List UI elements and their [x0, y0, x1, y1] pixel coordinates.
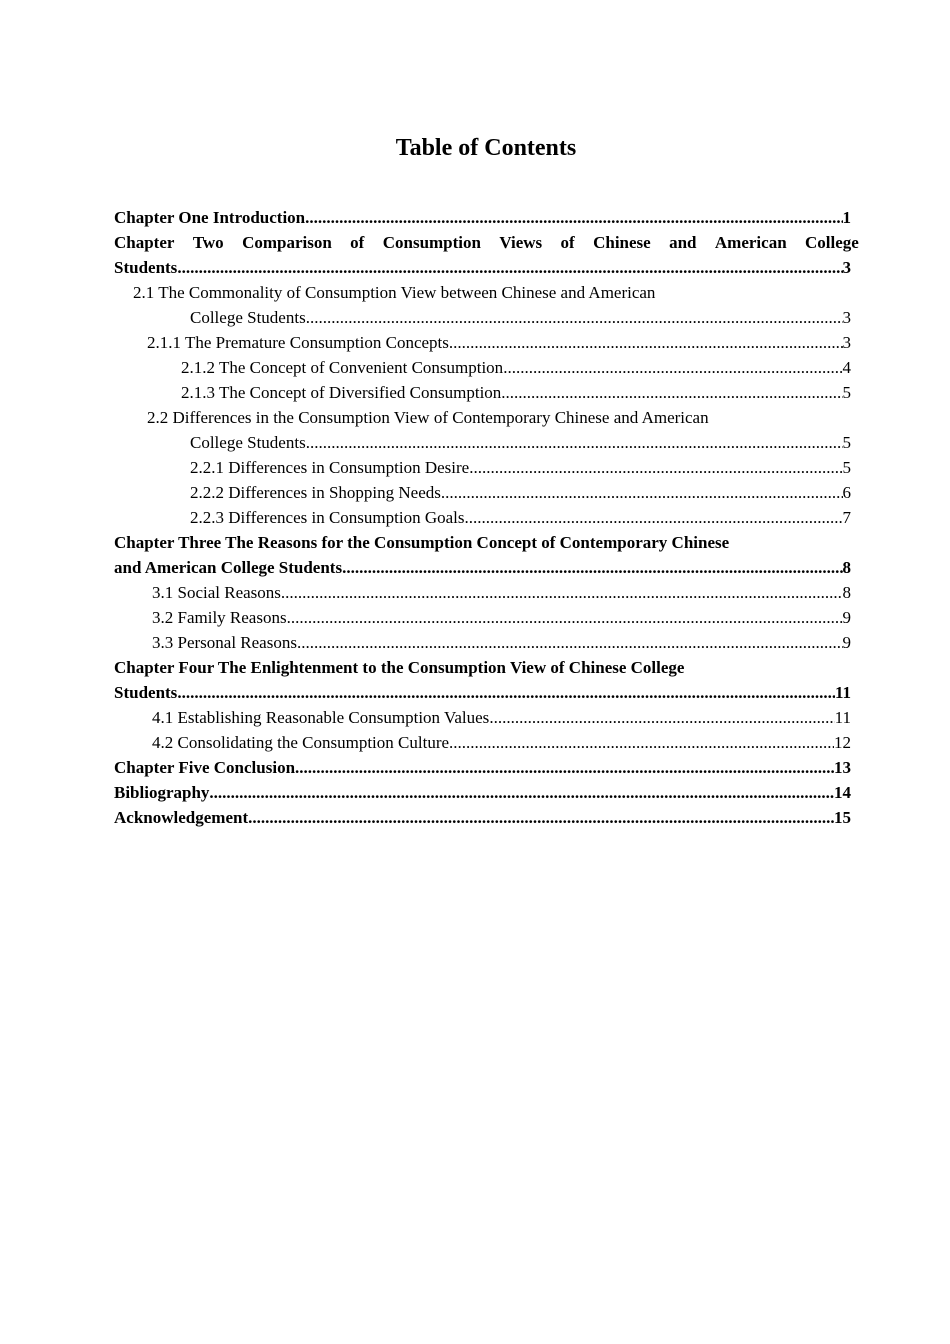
toc-page-number: 5	[842, 458, 851, 477]
toc-page-number: 12	[834, 733, 851, 752]
toc-page-number: 6	[842, 483, 851, 502]
toc-word: of	[350, 233, 365, 252]
toc-word: Comparison	[242, 233, 332, 252]
toc-dot-leader	[281, 580, 843, 605]
toc-page-number: 11	[834, 708, 851, 727]
toc-page-number: 3	[842, 308, 851, 327]
toc-entry-text: 2.1.2 The Concept of Convenient Consumption	[181, 358, 504, 377]
toc-entry-text: 2.1.1 The Premature Consumption Concepts	[147, 333, 449, 352]
toc-entry-3-3[interactable]	[152, 630, 851, 655]
toc-page-number: 11	[834, 683, 851, 702]
toc-entry-2-1-3[interactable]	[181, 380, 851, 405]
toc-entry-text: 2.1.3 The Concept of Diversified Consumption	[181, 383, 502, 402]
toc-dot-leader	[449, 730, 834, 755]
toc-page-number: 5	[842, 383, 851, 402]
toc-word: Consumption	[382, 233, 481, 252]
toc-entry-3-1[interactable]	[152, 580, 851, 605]
toc-entry-text: 2.2.2 Differences in Shopping Needs	[190, 483, 441, 502]
toc-dot-leader	[209, 780, 834, 805]
toc-entry-chapter-three-cont[interactable]	[114, 555, 851, 580]
toc-dot-leader	[306, 430, 843, 455]
toc-entry-2-1-2[interactable]	[181, 355, 851, 380]
table-of-contents	[114, 205, 859, 830]
toc-entry-text: 2.1 The Commonality of Consumption View between Chinese and American	[133, 283, 656, 302]
toc-entry-chapter-two[interactable]	[114, 230, 859, 255]
toc-entry-2-2-3[interactable]	[190, 505, 851, 530]
toc-page-number: 14	[834, 783, 851, 802]
toc-page-number: 8	[842, 583, 851, 602]
toc-page-number: 4	[842, 358, 851, 377]
toc-page-number: 13	[834, 758, 851, 777]
toc-dot-leader	[342, 555, 842, 580]
toc-word: Chinese	[593, 233, 651, 252]
toc-entry-2-2-1[interactable]	[190, 455, 851, 480]
toc-page-number: 9	[842, 608, 851, 627]
toc-dot-leader	[306, 305, 843, 330]
toc-word: Chapter	[114, 233, 175, 252]
toc-entry-text: 2.2 Differences in the Consumption View of Contemporary Chinese and American	[147, 408, 709, 427]
toc-entry-text: College Students	[190, 308, 306, 327]
toc-word: Views	[499, 233, 543, 252]
toc-dot-leader	[489, 705, 834, 730]
toc-entry-text: Chapter Five Conclusion	[114, 758, 296, 777]
toc-dot-leader	[469, 455, 842, 480]
toc-entry-text: 4.1 Establishing Reasonable Consumption Values	[152, 708, 490, 727]
toc-page-number: 3	[842, 333, 851, 352]
toc-entry-text: Bibliography	[114, 783, 210, 802]
toc-entry-2-2-cont[interactable]	[190, 430, 851, 455]
toc-entry-4-1[interactable]	[152, 705, 851, 730]
toc-entry-text: Students	[114, 683, 178, 702]
toc-page-number: 15	[834, 808, 851, 827]
toc-entry-text: Acknowledgement	[114, 808, 249, 827]
toc-dot-leader	[297, 630, 843, 655]
toc-entry-text: Students	[114, 258, 178, 277]
toc-entry-text: Chapter Four The Enlightenment to the Consumption View of Chinese College	[114, 658, 685, 677]
toc-entry-text: 2.2.3 Differences in Consumption Goals	[190, 508, 465, 527]
toc-entry-chapter-one[interactable]	[114, 205, 851, 230]
page-title: Table of Contents	[395, 135, 577, 161]
toc-word: College	[805, 233, 859, 252]
toc-entry-2-2-2[interactable]	[190, 480, 851, 505]
toc-entry-text: 3.2 Family Reasons	[152, 608, 287, 627]
toc-page-number: 3	[842, 258, 851, 277]
toc-dot-leader	[441, 480, 843, 505]
toc-entry-text: 4.2 Consolidating the Consumption Culture	[152, 733, 450, 752]
toc-entry-2-1[interactable]	[114, 280, 859, 305]
toc-entry-4-2[interactable]	[152, 730, 851, 755]
toc-entry-bibliography[interactable]	[114, 780, 851, 805]
toc-dot-leader	[177, 255, 842, 280]
toc-dot-leader	[177, 680, 835, 705]
toc-entry-text: 3.3 Personal Reasons	[152, 633, 297, 652]
toc-entry-chapter-four[interactable]	[114, 655, 859, 680]
toc-entry-chapter-three[interactable]	[114, 530, 859, 555]
toc-page-number: 9	[842, 633, 851, 652]
toc-dot-leader	[464, 505, 842, 530]
toc-entry-text: College Students	[190, 433, 306, 452]
toc-entry-acknowledgement[interactable]	[114, 805, 851, 830]
toc-word: Two	[192, 233, 224, 252]
toc-entry-text: 2.2.1 Differences in Consumption Desire	[190, 458, 470, 477]
toc-dot-leader	[248, 805, 834, 830]
toc-entry-chapter-two-cont[interactable]	[114, 255, 851, 280]
toc-page-number: 5	[842, 433, 851, 452]
toc-dot-leader	[449, 330, 843, 355]
toc-entry-3-2[interactable]	[152, 605, 851, 630]
toc-entry-chapter-five[interactable]	[114, 755, 851, 780]
toc-entry-text: Chapter Three The Reasons for the Consumption Concept of Contemporary Chinese	[114, 533, 730, 552]
toc-word: of	[560, 233, 575, 252]
toc-page-number: 7	[842, 508, 851, 527]
toc-page-number: 8	[842, 558, 851, 577]
toc-dot-leader	[295, 755, 834, 780]
toc-entry-chapter-four-cont[interactable]	[114, 680, 851, 705]
toc-word: American	[714, 233, 787, 252]
toc-entry-2-2[interactable]	[114, 405, 859, 430]
toc-dot-leader	[305, 205, 842, 230]
toc-entry-text: and American College Students	[114, 558, 343, 577]
toc-word: and	[669, 233, 697, 252]
toc-entry-text: 3.1 Social Reasons	[152, 583, 281, 602]
toc-dot-leader	[501, 380, 842, 405]
toc-entry-2-1-cont[interactable]	[190, 305, 851, 330]
toc-page-number: 1	[842, 208, 851, 227]
toc-entry-text: Chapter One Introduction	[114, 208, 306, 227]
toc-entry-2-1-1[interactable]	[147, 330, 851, 355]
toc-dot-leader	[287, 605, 843, 630]
toc-dot-leader	[503, 355, 842, 380]
